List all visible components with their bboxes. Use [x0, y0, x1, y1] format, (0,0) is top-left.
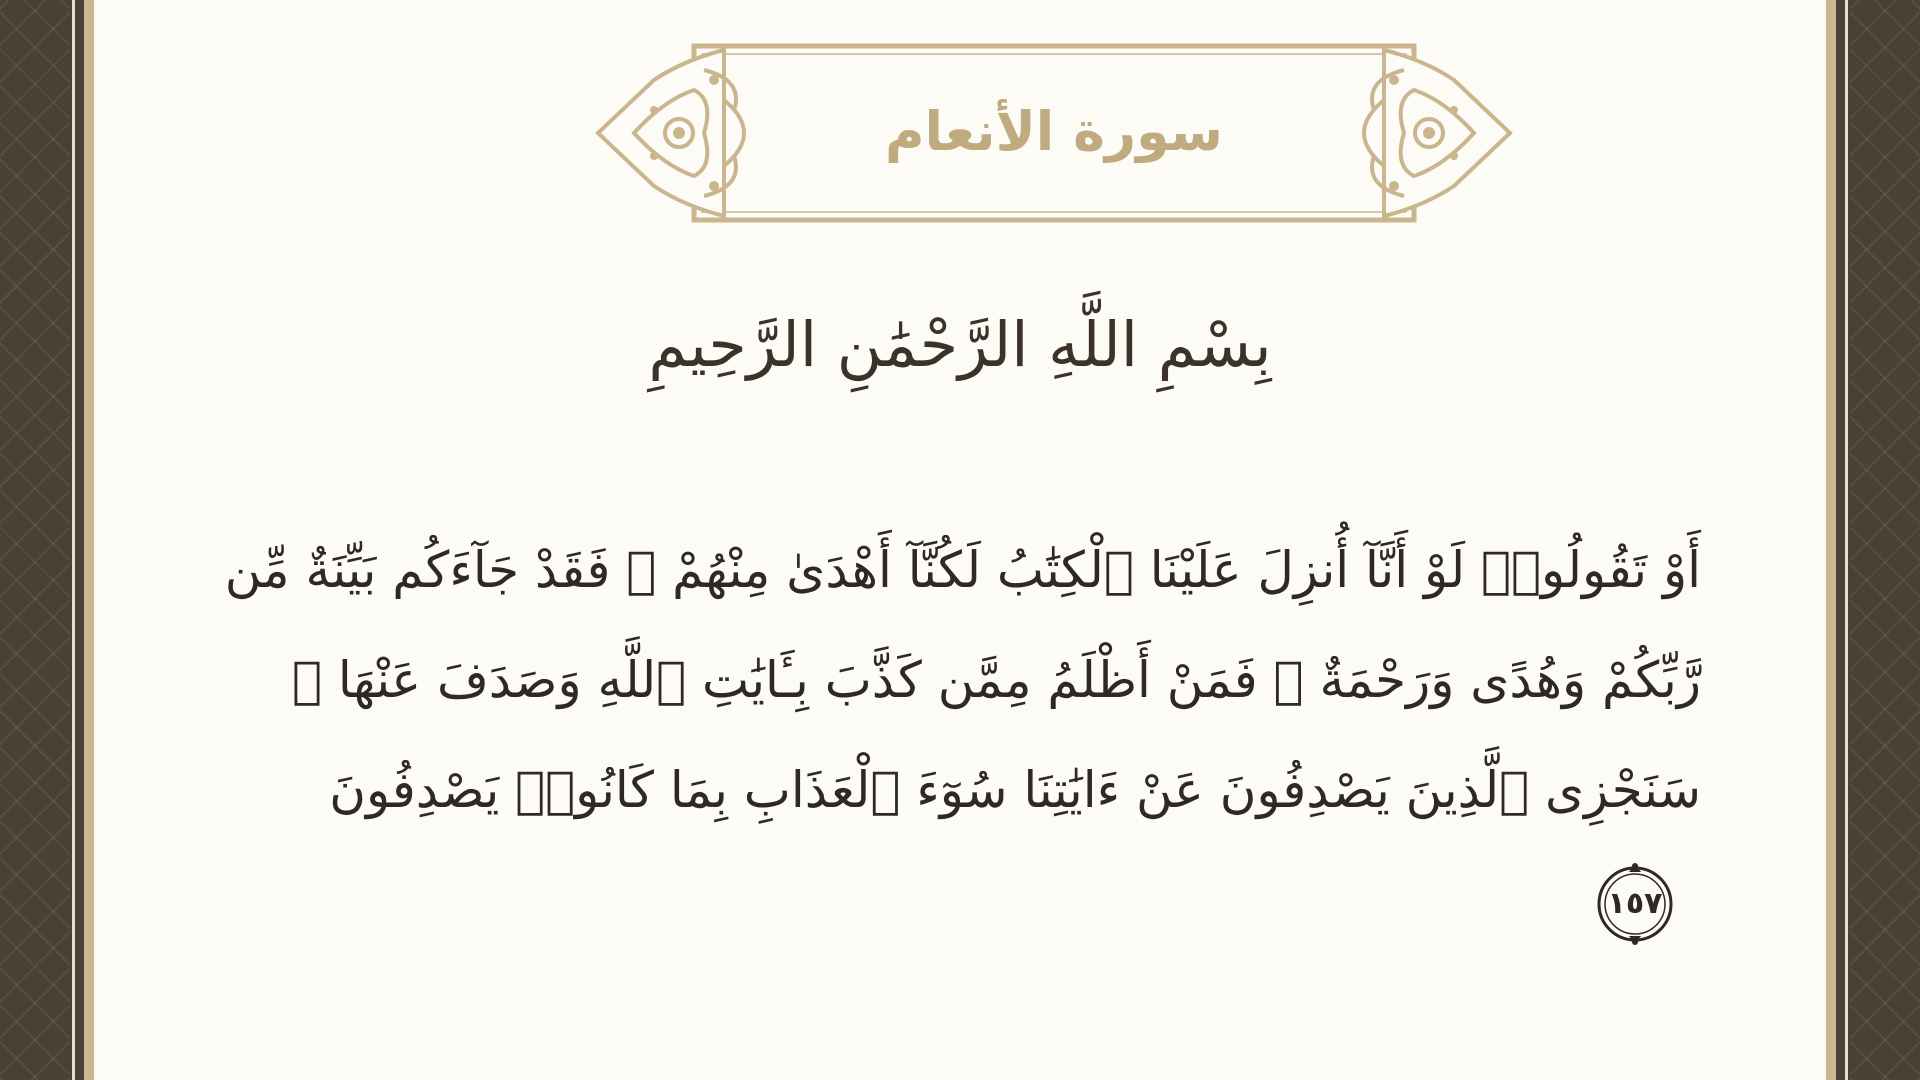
- right-frame-thin-line: [1845, 0, 1848, 1080]
- left-frame-thin-line: [72, 0, 75, 1080]
- basmala: بِسْمِ اللَّهِ الرَّحْمَٰنِ الرَّحِيمِ: [648, 308, 1272, 381]
- left-border-pattern: [0, 0, 70, 1080]
- quran-page: [94, 0, 1826, 1080]
- ayah-number: ١٥٧: [1607, 886, 1663, 921]
- verse-text: أَوْ تَقُولُوا۟ لَوْ أَنَّآ أُنزِلَ عَلَيْنَا ٱلْكِتَٰبُ لَكُنَّآ أَهْدَىٰ مِنْهُمْ ۚ فَقَدْ جَآءَكُم بَيِّنَةٌ مِّن رَّبِّكُمْ وَهُدًى وَرَحْمَةٌ ۚ فَمَنْ أَظْلَمُ مِمَّن كَذَّبَ بِـَٔايَٰتِ ٱللَّهِ وَصَدَفَ عَنْهَا ۗ سَنَجْزِى ٱلَّذِينَ يَصْدِفُونَ عَنْ ءَايَٰتِنَا سُوٓءَ ٱلْعَذَابِ بِمَا كَانُوا۟ يَصْدِفُونَ: [224, 541, 1701, 819]
- right-frame-gold-line: [1826, 0, 1836, 1080]
- surah-header-cartouche: [594, 40, 1514, 226]
- surah-title: سورة الأنعام: [884, 100, 1224, 163]
- left-frame-gold-line: [84, 0, 94, 1080]
- ayah-number-marker: [1593, 862, 1677, 946]
- verse-block: [224, 515, 1701, 955]
- right-border-pattern: [1850, 0, 1920, 1080]
